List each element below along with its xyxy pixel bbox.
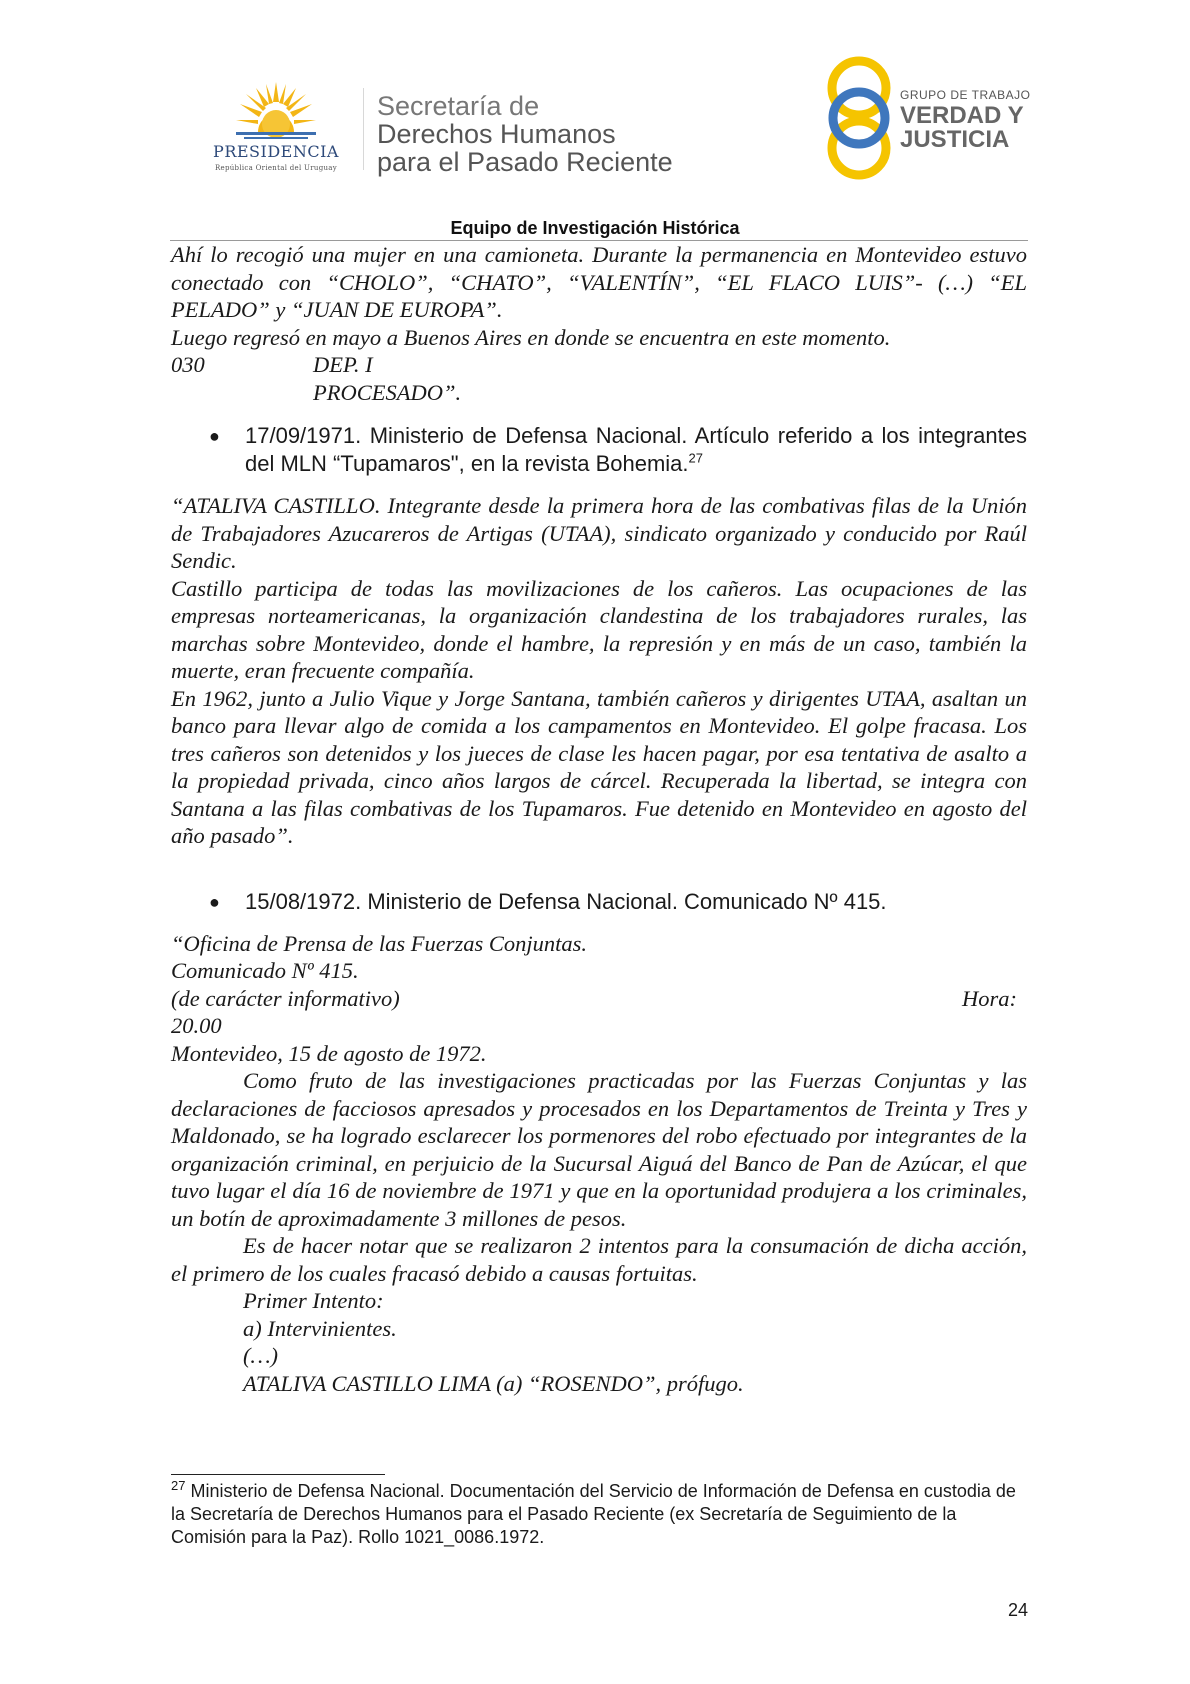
- quote-1-paragraph-1: “ATALIVA CASTILLO. Integrante desde la primera hora de las combativas filas de la Unión de Trabajadores Azucareros de Artigas (UTAA), sindicato organizado y conducido por Raúl Sendic.: [171, 493, 1027, 573]
- secretaria-logo-text: [377, 92, 673, 176]
- linked-rings-icon: [818, 56, 900, 180]
- grupo-line3: JUSTICIA: [900, 126, 1010, 153]
- quote-2-line-4: 20.00: [171, 1013, 222, 1038]
- header-divider: [363, 88, 364, 170]
- bullet-2-text: 15/08/1972. Ministerio de Defensa Nacional. Comunicado Nº 415.: [245, 888, 887, 914]
- presidencia-subtitle: República Oriental del Uruguay: [214, 164, 338, 172]
- page-body: [171, 241, 1027, 1397]
- quote-2-line-1: “Oficina de Prensa de las Fuerzas Conjuntas.: [171, 930, 588, 956]
- quote-2-line-8: (…): [243, 1343, 278, 1368]
- record-code: 030: [171, 352, 205, 377]
- quote-2-line-7: a) Intervinientes.: [243, 1315, 397, 1341]
- secretaria-line2: Derechos Humanos: [377, 119, 616, 149]
- quote-2-line-3: [171, 985, 1027, 1013]
- presidencia-name: PRESIDENCIA: [213, 142, 339, 161]
- quote-2-line-5: Montevideo, 15 de agosto de 1972.: [171, 1040, 487, 1066]
- record-dep: DEP. I: [313, 352, 373, 377]
- team-title: Equipo de Investigación Histórica: [450, 218, 740, 238]
- quote-2-paragraph-1: Como fruto de las investigaciones practicadas por las Fuerzas Conjuntas y las declaraciones de facciosos apresados y procesados en los Departamentos de Treinta y Tres y Maldonado, se ha logrado esclarecer los pormenores del robo efectuado por integrantes de la organización criminal, en perjuicio de la Sucursal Aiguá del Banco de Pan de Azúcar, el que tuvo lugar el día 16 de noviembre de 1971 y que en la oportunidad produjera a los criminales, un botín de aproximadamente 3 millones de pesos.: [171, 1068, 1027, 1231]
- secretaria-line3: para el Pasado Reciente: [377, 147, 673, 177]
- paragraph-top-1: Ahí lo recogió una mujer en una camioneta. Durante la permanencia en Montevideo estuvo conectado con “CHOLO”, “CHATO”, “VALENTÍN”, “EL FLACO LUIS”- (…) “EL PELADO” y “JUAN DE EUROPA”.: [171, 242, 1027, 322]
- footnote-text: Ministerio de Defensa Nacional. Documentación del Servicio de Información de Defensa en custodia de la Secretaría de Derechos Humanos para el Pasado Reciente (ex Secretaría de Seguimiento de la Comisión para la Paz). Rollo 1021_0086.1972.: [171, 1481, 1016, 1547]
- bullet-icon: ●: [209, 891, 220, 912]
- quote-2-line-2: Comunicado Nº 415.: [171, 958, 359, 983]
- grupo-trabajo-logo-text: [900, 88, 1030, 152]
- footnote-separator: [171, 1474, 385, 1475]
- quote-1-paragraph-3: En 1962, junto a Julio Vique y Jorge Santana, también cañeros y dirigentes UTAA, asaltan un banco para llevar algo de comida a los campamentos en Montevideo. El golpe fracasa. Los tres cañeros son detenidos y los jueces de clase les hacen pagar, por esa tentativa de asalto a la propiedad privada, cinco años largos de cárcel. Recuperada la libertad, se integra con Santana a las filas combativas de los Tupamaros. Fue detenido en Montevideo en agosto del año pasado”.: [171, 685, 1027, 848]
- bullet-icon: ●: [209, 426, 220, 446]
- presidencia-logo: [196, 80, 356, 180]
- footnote-ref-link[interactable]: 27: [688, 450, 703, 466]
- quote-2-line-3a: (de carácter informativo): [171, 985, 400, 1011]
- quote-1-paragraph-2: Castillo participa de todas las movilizaciones de los cañeros. Las ocupaciones de las empresas norteamericanas, la organización clandestina de los trabajadores rurales, las marchas sobre Montevideo, donde el hambre, la represión y en más de un caso, también la muerte, eran frecuente compañía.: [171, 575, 1027, 683]
- footnote-number: 27: [171, 1478, 186, 1493]
- page-number: 24: [1007, 1600, 1028, 1620]
- paragraph-top-2: Luego regresó en mayo a Buenos Aires en donde se encuentra en este momento.: [171, 324, 891, 350]
- bullet-1-text: 17/09/1971. Ministerio de Defensa Nacional. Artículo referido a los integrantes del MLN “Tupamaros", en la revista Bohemia.: [245, 423, 1027, 476]
- page-header: [0, 0, 1190, 238]
- sun-emblem-icon: [236, 80, 316, 144]
- secretaria-line1: Secretaría de: [377, 91, 540, 121]
- record-row-2: [171, 379, 1027, 407]
- quote-2-line-3b: Hora:: [962, 985, 1017, 1011]
- quote-2-paragraph-2: Es de hacer notar que se realizaron 2 intentos para la consumación de dicha acción, el primero de los cuales fracasó debido a causas fortuitas.: [171, 1233, 1027, 1286]
- record-status: PROCESADO”.: [313, 379, 462, 405]
- quote-2-line-6: Primer Intento:: [243, 1288, 384, 1313]
- grupo-line2: VERDAD Y: [900, 102, 1024, 129]
- grupo-line1: GRUPO DE TRABAJO: [900, 88, 1031, 102]
- footnote: [171, 1480, 1027, 1549]
- bullet-item-2: [171, 888, 1027, 916]
- bullet-item-1: [171, 422, 1027, 478]
- record-row: [171, 351, 1027, 379]
- quote-2-line-9: ATALIVA CASTILLO LIMA (a) “ROSENDO”, prófugo.: [243, 1370, 744, 1396]
